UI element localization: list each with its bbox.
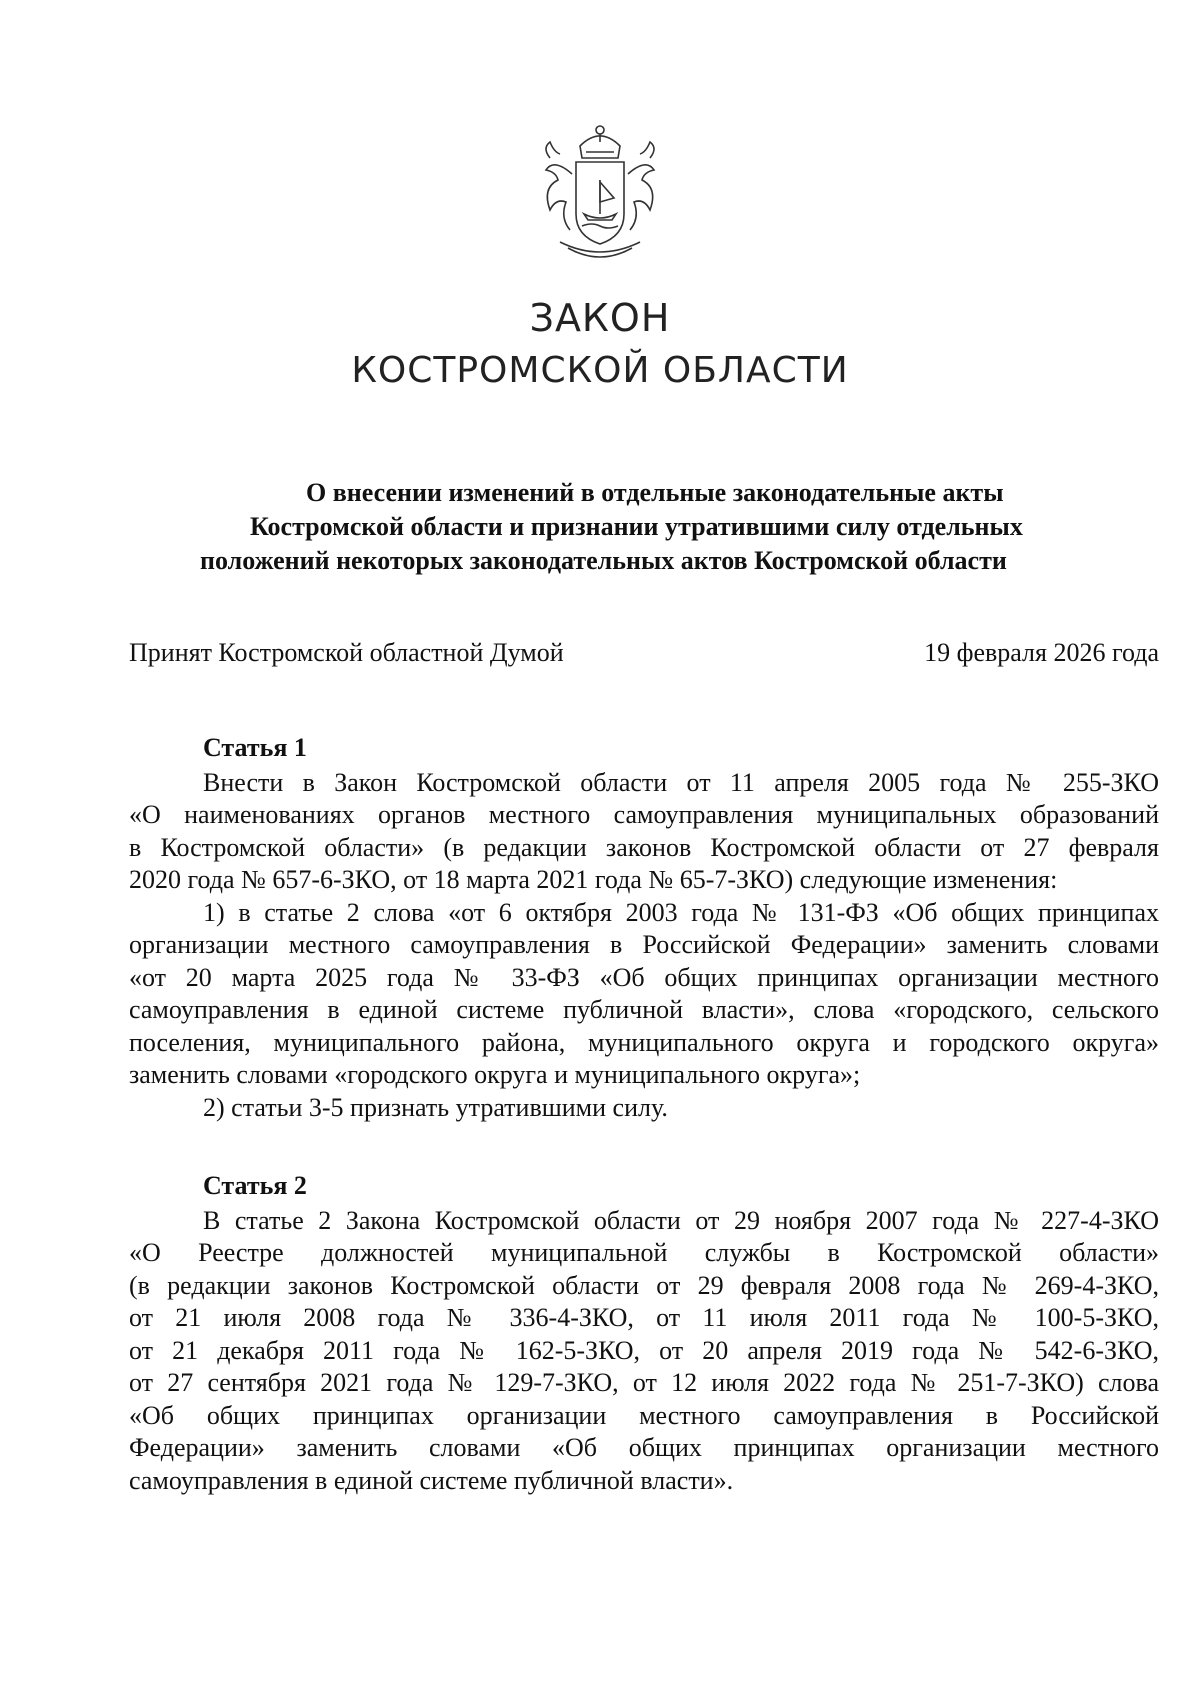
adoption-date: 19 февраля 2026 года [924, 638, 1159, 667]
article-text-line: самоуправления в единой системе публичной власти». [129, 1465, 734, 1495]
article-text-line: «О Реестре должностей муниципальной службы в Костромской области» [129, 1238, 1159, 1267]
article-text-line: в Костромской области» (в редакции законов Костромской области от 27 февраля [129, 832, 1159, 862]
article-text-line: заменить словами «городского округа и муниципального округа»; [129, 1060, 861, 1089]
article-heading: Статья 1 [203, 733, 307, 762]
article-text-line: организации местного самоуправления в Российской Федерации» заменить словами [129, 930, 1159, 959]
region-title: КОСТРОМСКОЙ ОБЛАСТИ [351, 350, 849, 391]
article-text-line: поселения, муниципального района, муниципального округа и городского округа» [129, 1027, 1159, 1057]
article-text-line: Внести в Закон Костромской области от 11 апреля 2005 года № 255-ЗКО [203, 767, 1159, 797]
article-text-line: от 21 декабря 2011 года № 162-5-ЗКО, от 20 апреля 2019 года № 542-6-ЗКО, [129, 1335, 1159, 1365]
adoption-row [129, 638, 1159, 668]
article-text-line: от 21 июля 2008 года № 336-4-ЗКО, от 11 июля 2011 года № 100-5-ЗКО, [129, 1303, 1159, 1332]
article-text-line: Федерации» заменить словами «Об общих принципах организации местного [129, 1433, 1159, 1462]
article-text-line: самоуправления в единой системе публичной власти», слова «городского, сельского [129, 995, 1159, 1024]
article-text-line: «Об общих принципах организации местного самоуправления в Российской [129, 1400, 1159, 1430]
law-subject [200, 476, 1023, 578]
article-1 [129, 732, 1159, 1124]
article-heading: Статья 2 [203, 1171, 307, 1200]
subject-line: положений некоторых законодательных актов Костромской области [200, 546, 1007, 575]
article-text-line: «от 20 марта 2025 года № 33-ФЗ «Об общих принципах организации местного [129, 962, 1159, 992]
article-text-line: «О наименованиях органов местного самоуправления муниципальных образований [129, 800, 1159, 829]
article-text-line: В статье 2 Закона Костромской области от 29 ноября 2007 года № 227-4-ЗКО [203, 1205, 1159, 1235]
coat-of-arms-emblem [520, 118, 680, 268]
adopted-by: Принят Костромской областной Думой [129, 638, 564, 667]
article-text-line: (в редакции законов Костромской области от 29 февраля 2008 года № 269-4-ЗКО, [129, 1270, 1159, 1300]
article-text-line: 1) в статье 2 слова «от 6 октября 2003 года № 131-ФЗ «Об общих принципах [203, 897, 1159, 927]
subject-line: О внесении изменений в отдельные законодательные акты [306, 478, 1004, 507]
article-text-line: от 27 сентября 2021 года № 129-7-ЗКО, от 12 июля 2022 года № 251-7-ЗКО) слова [129, 1368, 1159, 1397]
article-text-line: 2020 года № 657-6-ЗКО, от 18 марта 2021 года № 65-7-ЗКО) следующие изменения: [129, 865, 1058, 894]
article-2 [129, 1170, 1159, 1497]
subject-line: Костромской области и признании утратившими силу отдельных [250, 512, 1023, 541]
law-title: ЗАКОН [529, 296, 671, 340]
article-text-line: 2) статьи 3-5 признать утратившими силу. [203, 1092, 668, 1122]
